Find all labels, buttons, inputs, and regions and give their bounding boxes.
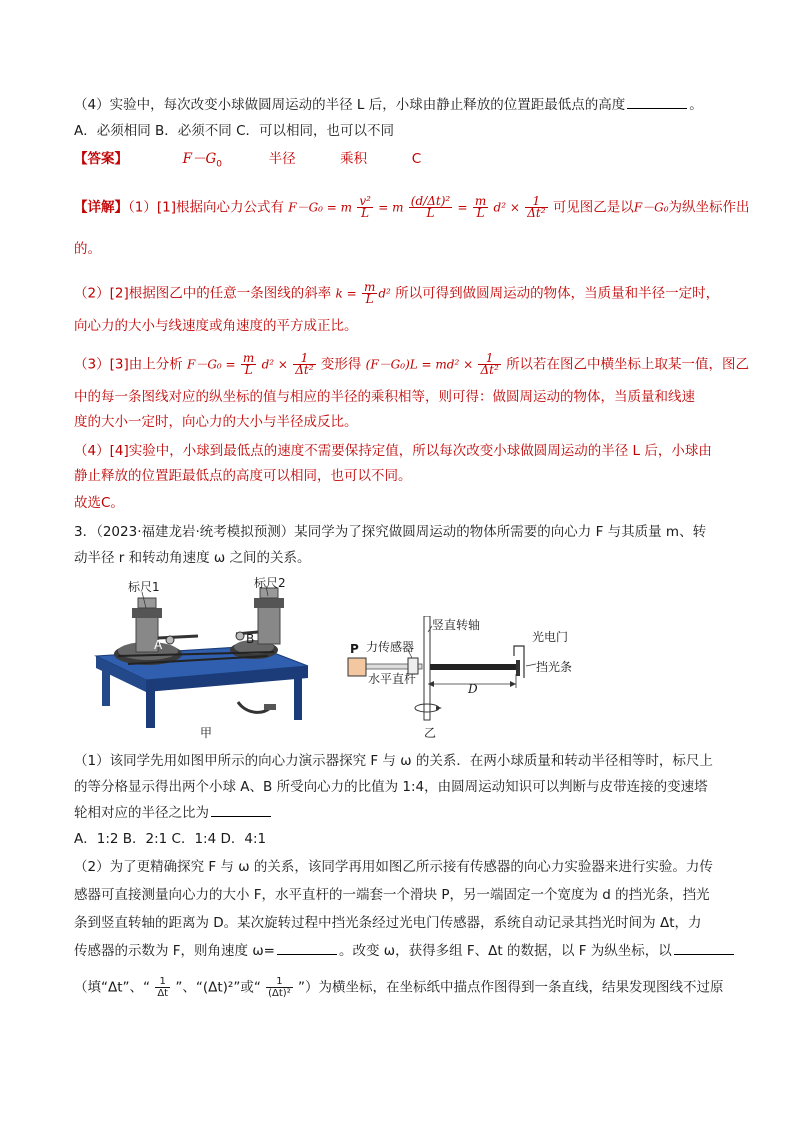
q3-line2: 动半径 r 和转动角速度 ω 之间的关系。 bbox=[74, 550, 311, 566]
answer-blank[interactable] bbox=[277, 942, 337, 955]
q3-sub2-line2: 感器可直接测量向心力的大小 F，水平直杆的一端套一个滑块 P，另一端固定一个宽度为 d 的挡光条，挡光 bbox=[74, 887, 710, 903]
detail-p4-line3: 故选C。 bbox=[74, 495, 124, 511]
q3-sub2-line3: 条到竖直转轴的距离为 D。某次旋转过程中挡光条经过光电门传感器，系统自动记录其挡光时间为 Δt，力 bbox=[74, 915, 702, 931]
label-ruler-1: 标尺1 bbox=[128, 580, 160, 594]
caption-yi: 乙 bbox=[424, 726, 437, 740]
q4-options: A．必须相同 B．必须不同 C．可以相同，也可以不同 bbox=[74, 123, 395, 139]
q3-sub2-line4: 传感器的示数为 F，则角速度 ω= 。改变 ω，获得多组 F、Δt 的数据，以 F 为纵坐标，以 bbox=[74, 941, 736, 961]
q4-stem: （4）实验中，每次改变小球做圆周运动的半径 L 后，小球由静止释放的位置距最低点的高度 。 bbox=[74, 97, 703, 113]
answer-blank[interactable] bbox=[674, 942, 734, 955]
label-ball-b: B bbox=[246, 632, 255, 646]
centripetal-demonstrator-diagram bbox=[88, 574, 320, 744]
label-rod: 水平直杆 bbox=[368, 672, 417, 686]
q3-sub2-line1: （2）为了更精确探究 F 与 ω 的关系，该同学再用如图乙所示接有传感器的向心力实验器来进行实验。力传 bbox=[74, 859, 713, 875]
detail-p2: （2）[2]根据图乙中的任意一条图线的斜率 k = $\frac{m}{L}$ d² 所以可得到做圆周运动的物体，当质量和半径一定时， bbox=[74, 280, 720, 306]
q3-line1: 3．（2023·福建龙岩·统考模拟预测）某同学为了探究做圆周运动的物体所需要的向心力 F 与其质量 m、转 bbox=[74, 524, 707, 540]
caption-jia: 甲 bbox=[200, 726, 213, 740]
q3-sub1-line1: （1）该同学先用如图甲所示的向心力演示器探究 F 与 ω 的关系．在两小球质量和转动半径相等时，标尺上 bbox=[74, 753, 713, 769]
detail-p1: 【详解】（1）[1]根据向心力公式有 F－G₀ = m $\frac{\text{v²}}{L}$ = m $\frac{\text{(d/Δt)²}}{L}$ = $\frac{m}{L}$ d² × $\frac{1}{\text{Δt²}}$ 可见图乙是以F－G₀为纵坐标作出 bbox=[74, 194, 750, 220]
detail-p3: （3）[3]由上分析 F－G₀ = $\frac{m}{L}$ d² × $\frac{1}{\text{Δt²}}$ 变形得 (F－G₀)L = md² × $\frac{1}{\text{Δt²}}$ 所以若在图乙中横坐标上取某一值，图乙 bbox=[74, 351, 750, 377]
answer-3: 乘积 bbox=[340, 151, 368, 167]
figure-jia bbox=[88, 574, 320, 744]
detail-p3-line2: 中的每一条图线对应的纵坐标的值与相应的半径的乘积相等，则可得：做圆周运动的物体，当质量和线速 bbox=[74, 389, 695, 405]
q3-sub1-line2: 的等分格显示得出两个小球 A、B 所受向心力的比值为 1:4，由圆周运动知识可以判断与皮带连接的变速塔 bbox=[74, 779, 708, 795]
label-distance-d: D bbox=[468, 682, 478, 696]
detail-label: 【详解】 bbox=[74, 199, 128, 216]
q3-sub2-line5: （填“Δt”、“ $\frac{1}{\Delta t}$ ”、“(Δt)²”或“ $\frac{1}{\text{(Δt)²}}$ ”）为横坐标，在坐标纸中描点作图得到一条直线，结果发现图线不过原 bbox=[74, 976, 724, 999]
answer-label: 【答案】 bbox=[74, 151, 128, 167]
figure-yi bbox=[336, 616, 596, 742]
detail-p3-line3: 度的大小一定时，向心力的大小与半径成反比。 bbox=[74, 414, 358, 430]
answer-1: F－G bbox=[182, 151, 217, 167]
answer-2: 半径 bbox=[268, 151, 296, 167]
detail-p4-line2: 静止释放的位置距最低点的高度可以相同，也可以不同。 bbox=[74, 468, 412, 484]
detail-p1-line2: 的。 bbox=[74, 241, 101, 257]
answer-blank[interactable] bbox=[211, 804, 271, 817]
label-vertical-shaft: 竖直转轴 bbox=[432, 618, 481, 632]
label-strip: 挡光条 bbox=[536, 660, 573, 674]
label-slider-p: P bbox=[350, 642, 359, 656]
label-force-sensor: 力传感器 bbox=[366, 640, 415, 654]
answer-4: C bbox=[411, 151, 422, 167]
detail-p2-line2: 向心力的大小与线速度或角速度的平方成正比。 bbox=[74, 318, 358, 334]
detail-p4-line1: （4）[4]实验中，小球到最低点的速度不需要保持定值，所以每次改变小球做圆周运动的半径 L 后，小球由 bbox=[74, 443, 712, 459]
label-photogate: 光电门 bbox=[532, 630, 569, 644]
q3-sub1-options: A．1:2 B．2:1 C．1:4 D．4:1 bbox=[74, 831, 267, 847]
answer-blank[interactable] bbox=[627, 96, 687, 109]
answer-row: 【答案】 $F-G_0$ 半径 乘积 C bbox=[74, 151, 422, 170]
label-ruler-2: 标尺2 bbox=[254, 576, 286, 590]
label-ball-a: A bbox=[154, 638, 163, 652]
q3-sub1-line3: 轮相对应的半径之比为 bbox=[74, 803, 273, 823]
